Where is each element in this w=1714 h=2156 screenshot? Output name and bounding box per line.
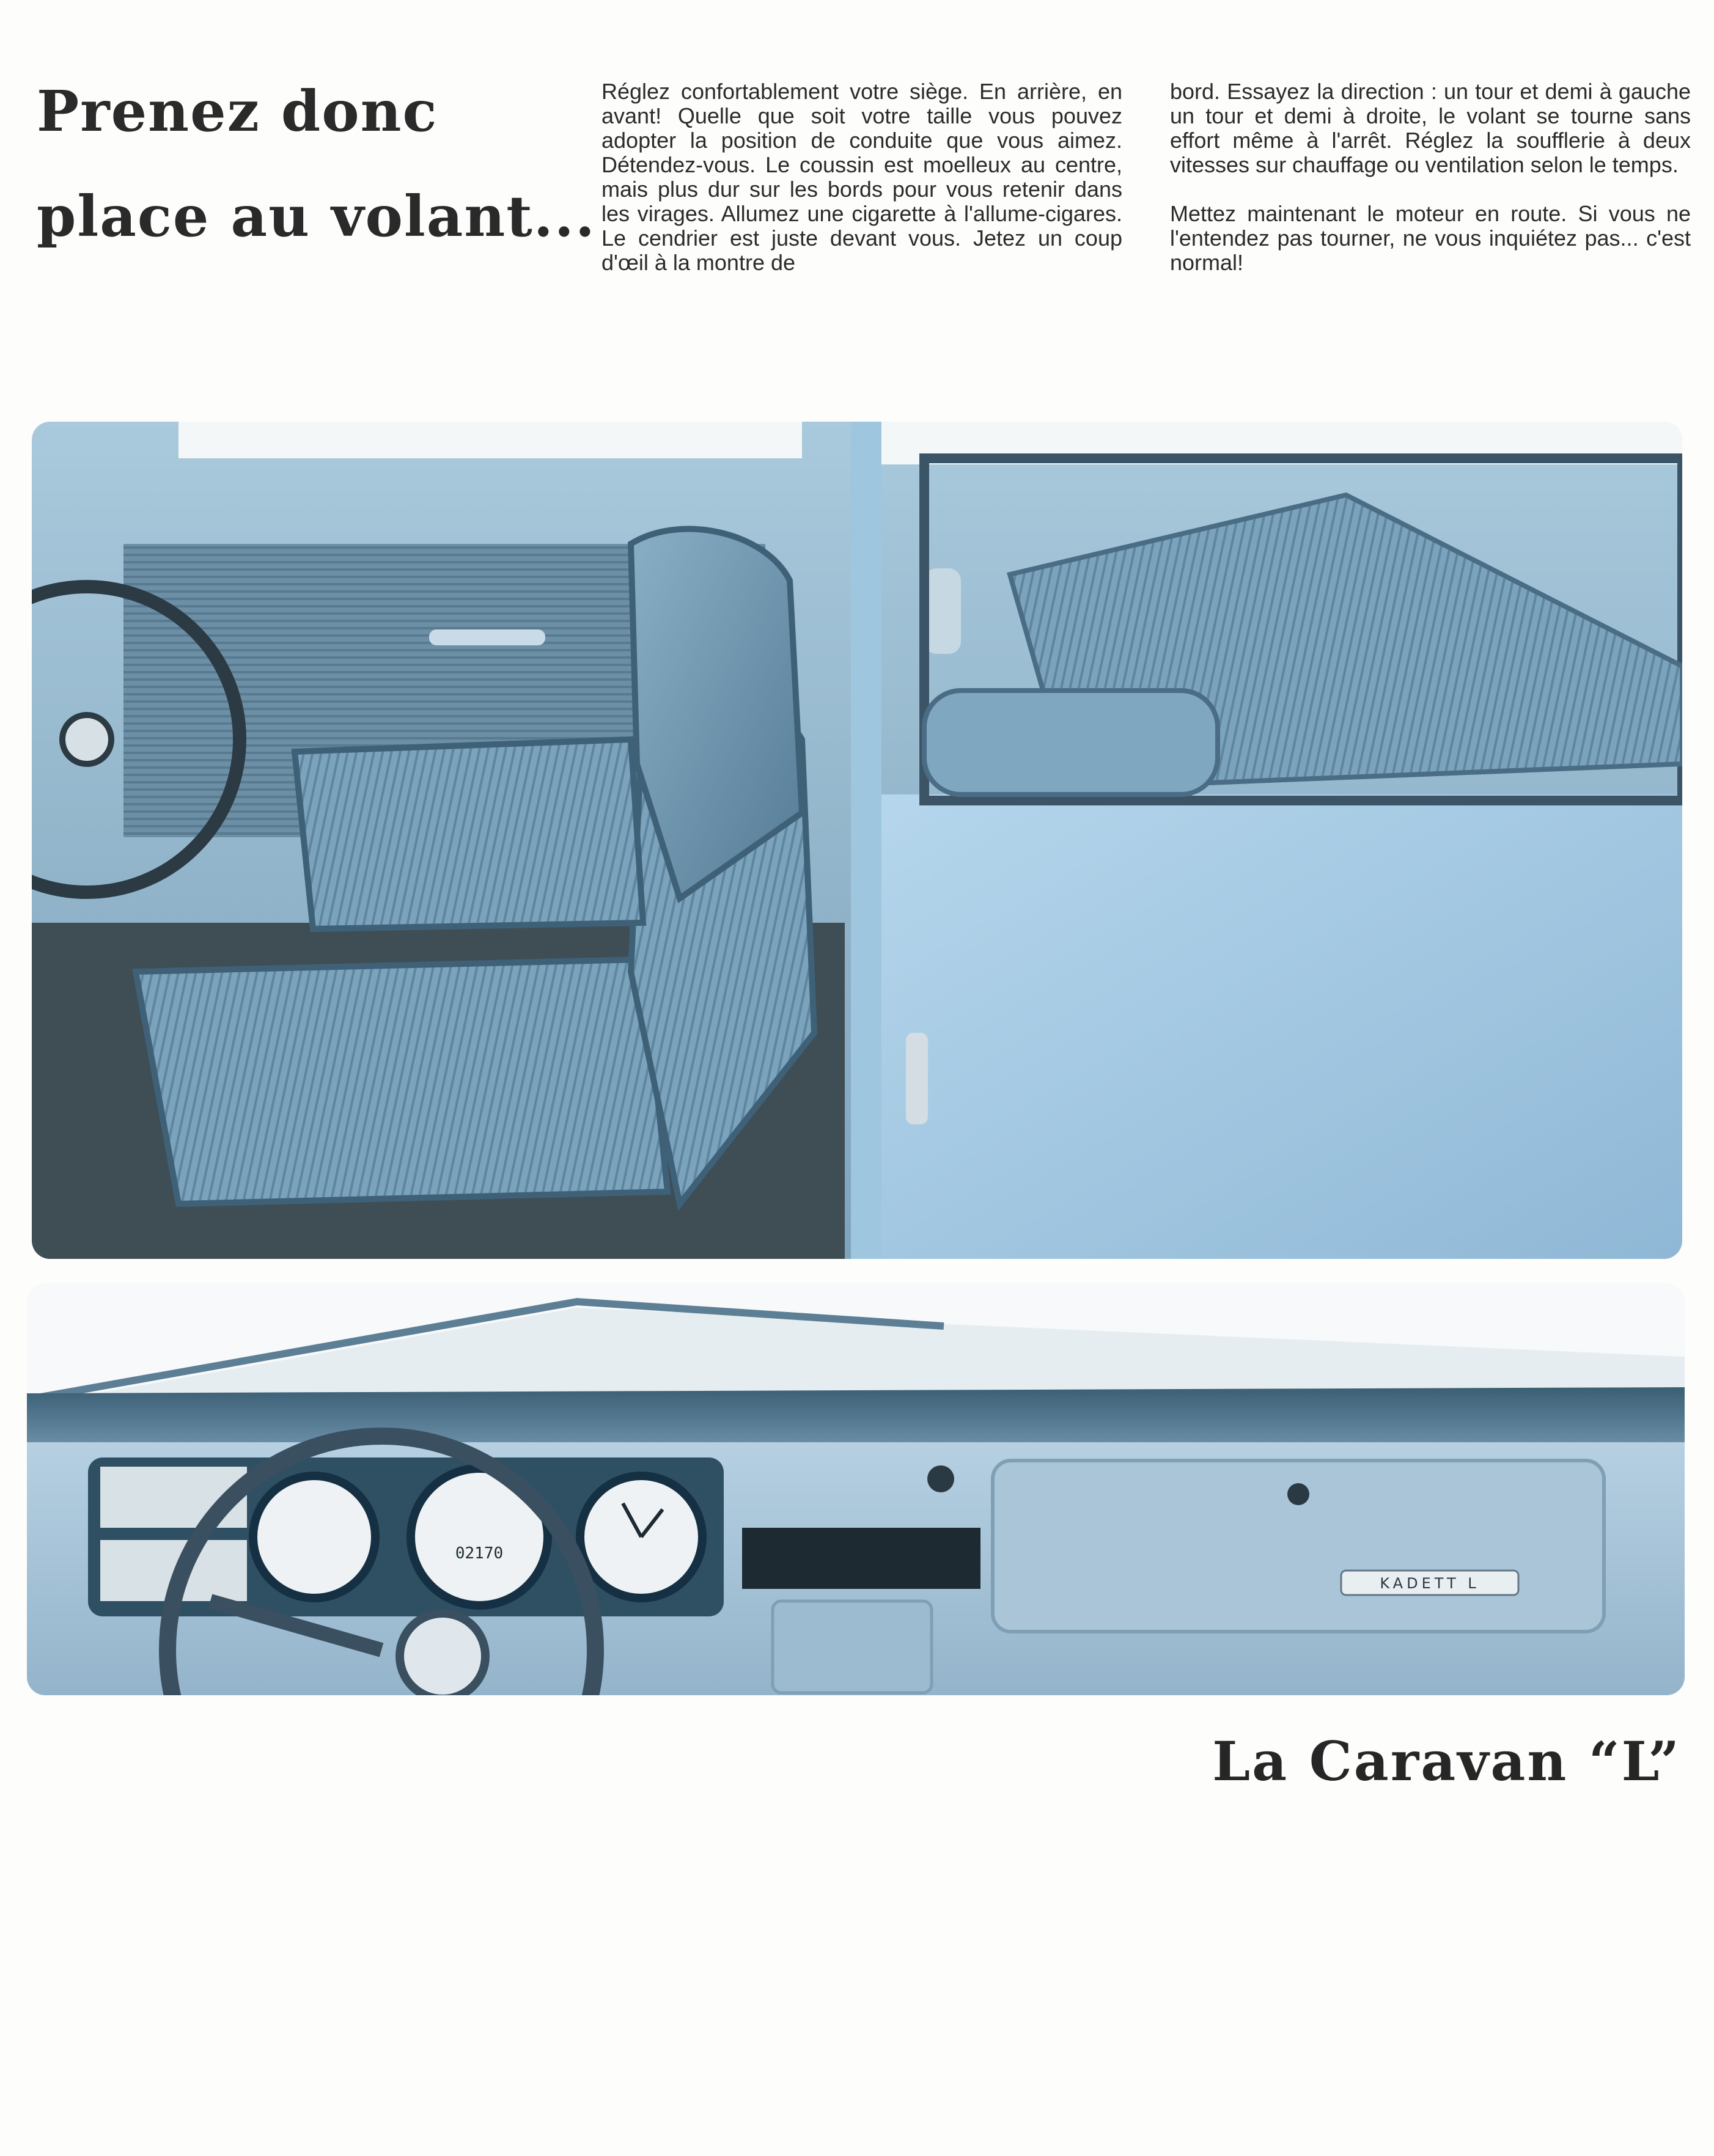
body-paragraph-2: bord. Essayez la direction : un tour et demi à gauche un tour et demi à droite, le volant se tourne sans effort même à l'arrêt. Réglez la soufflerie à deux vitesses sur chauffage ou ventilation selon le temps. <box>1170 79 1691 177</box>
body-paragraph-1: Réglez confortablement votre siège. En arrière, en avant! Quelle que soit votre taille vous pouvez adopter la position de conduite que vous aimez. Détendez-vous. Le coussin est moelleux au centre, mais plus dur sur les bords pour vous retenir dans les virages. Allumez une cigarette à l'allume-cigares. Le cendrier est juste devant vous. Jetez un coup d'œil à la montre de <box>601 79 1122 275</box>
dashboard-crash-pad <box>27 1387 1685 1448</box>
body-paragraph-3: Mettez maintenant le moteur en route. Si vous ne l'entendez pas tourner, ne vous inquiétez pas... c'est normal! <box>1170 201 1691 275</box>
door-handle <box>429 629 545 645</box>
body-column-1 <box>601 79 1122 299</box>
horn-button <box>400 1613 485 1695</box>
interior-photo <box>32 422 1682 1259</box>
odometer-readout: 02170 <box>455 1544 504 1563</box>
fuel-temp-gauge <box>253 1476 375 1598</box>
rear-door <box>881 794 1682 1259</box>
body-column-2 <box>1170 79 1691 299</box>
ashtray <box>773 1601 932 1693</box>
front-seat-cushion <box>136 959 668 1204</box>
caption-title: La Caravan “L” <box>1212 1729 1681 1793</box>
dash-knob <box>927 1465 954 1492</box>
kadett-badge-text: KADETT L <box>1380 1575 1480 1592</box>
headline-line-1: Prenez donc <box>37 78 438 144</box>
speaker-grille <box>742 1528 980 1589</box>
rear-door-handle <box>906 1033 928 1124</box>
headline-line-2: place au volant... <box>37 183 596 249</box>
headline <box>37 59 611 269</box>
glovebox-lock <box>1287 1483 1309 1505</box>
dashboard-photo <box>27 1283 1685 1695</box>
